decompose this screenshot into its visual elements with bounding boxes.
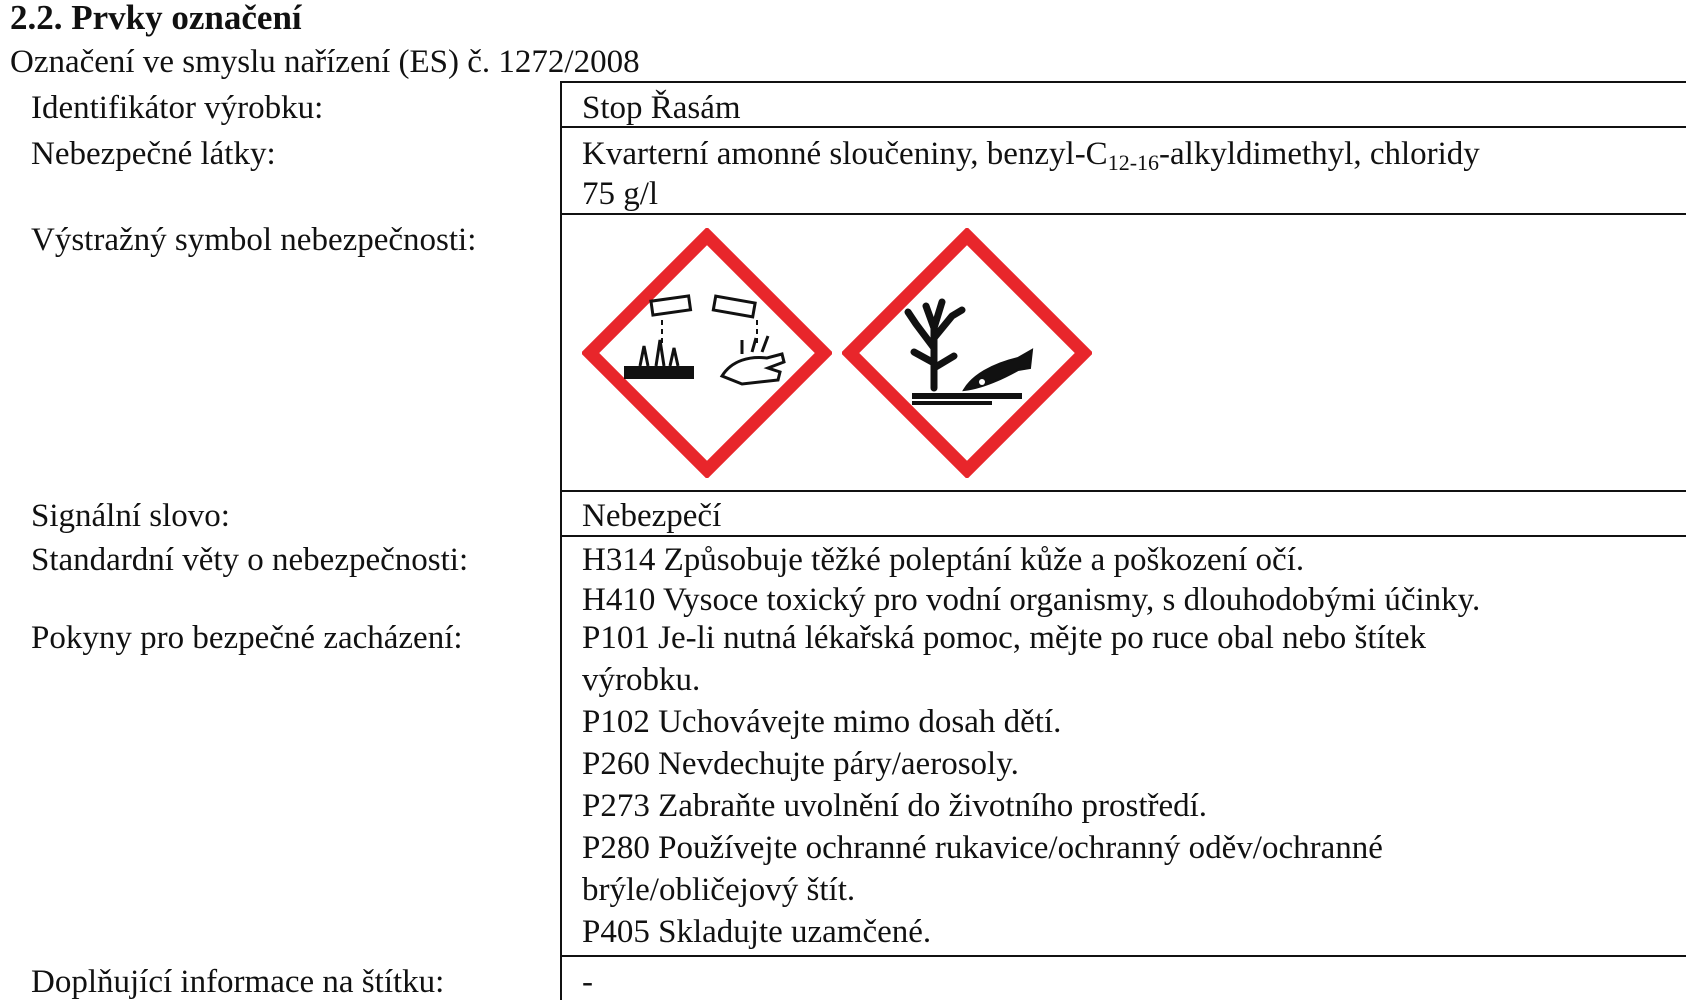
label-precautionary-statements: Pokyny pro bezpečné zacházení: bbox=[31, 620, 463, 656]
precautionary-statement-line: P280 Používejte ochranné rukavice/ochranný oděv/ochranné bbox=[582, 830, 1383, 866]
substance-name-prefix: Kvarterní amonné sloučeniny, benzyl-C bbox=[582, 136, 1108, 172]
precautionary-statement-line: P102 Uchovávejte mimo dosah dětí. bbox=[582, 704, 1062, 740]
section-heading: 2.2. Prvky označení bbox=[10, 0, 302, 37]
hazard-statement-line: H314 Způsobuje těžké poleptání kůže a poškození očí. bbox=[582, 542, 1305, 578]
value-product-identifier: Stop Řasám bbox=[582, 90, 741, 126]
table-rule bbox=[560, 535, 1686, 537]
precautionary-statement-line: P101 Je-li nutná lékařská pomoc, mějte po ruce obal nebo štítek bbox=[582, 620, 1427, 656]
precautionary-statement-line: P273 Zabraňte uvolnění do životního prostředí. bbox=[582, 788, 1208, 824]
value-hazardous-substances bbox=[582, 134, 1480, 177]
precautionary-statement-line: P405 Skladujte uzamčené. bbox=[582, 914, 932, 950]
label-product-identifier: Identifikátor výrobku: bbox=[31, 90, 324, 126]
table-rule bbox=[560, 81, 1686, 83]
precautionary-statement-line: P260 Nevdechujte páry/aerosoly. bbox=[582, 746, 1019, 782]
precautionary-statement-line: brýle/obličejový štít. bbox=[582, 872, 856, 908]
corrosion-icon bbox=[582, 228, 832, 478]
table-rule bbox=[560, 213, 1686, 215]
section-subheading: Označení ve smyslu nařízení (ES) č. 1272/2008 bbox=[10, 44, 640, 80]
hazard-statement-line: H410 Vysoce toxický pro vodní organismy, s dlouhodobými účinky. bbox=[582, 582, 1481, 618]
value-concentration: 75 g/l bbox=[582, 176, 659, 212]
label-hazardous-substances: Nebezpečné látky: bbox=[31, 136, 276, 172]
table-rule bbox=[560, 490, 1686, 492]
substance-name-suffix: -alkyldimethyl, chloridy bbox=[1159, 136, 1480, 172]
label-signal-word: Signální slovo: bbox=[31, 498, 230, 534]
label-supplementary-info: Doplňující informace na štítku: bbox=[31, 964, 445, 1000]
precautionary-statement-line: výrobku. bbox=[582, 662, 701, 698]
label-hazard-statements: Standardní věty o nebezpečnosti: bbox=[31, 542, 469, 578]
table-rule bbox=[560, 955, 1686, 957]
table-vertical-divider bbox=[560, 82, 562, 1000]
environment-icon bbox=[842, 228, 1092, 478]
substance-subscript: 12-16 bbox=[1107, 150, 1160, 175]
value-signal-word: Nebezpečí bbox=[582, 498, 722, 534]
label-hazard-symbols: Výstražný symbol nebezpečnosti: bbox=[31, 222, 477, 258]
value-supplementary-info: - bbox=[582, 964, 593, 1000]
